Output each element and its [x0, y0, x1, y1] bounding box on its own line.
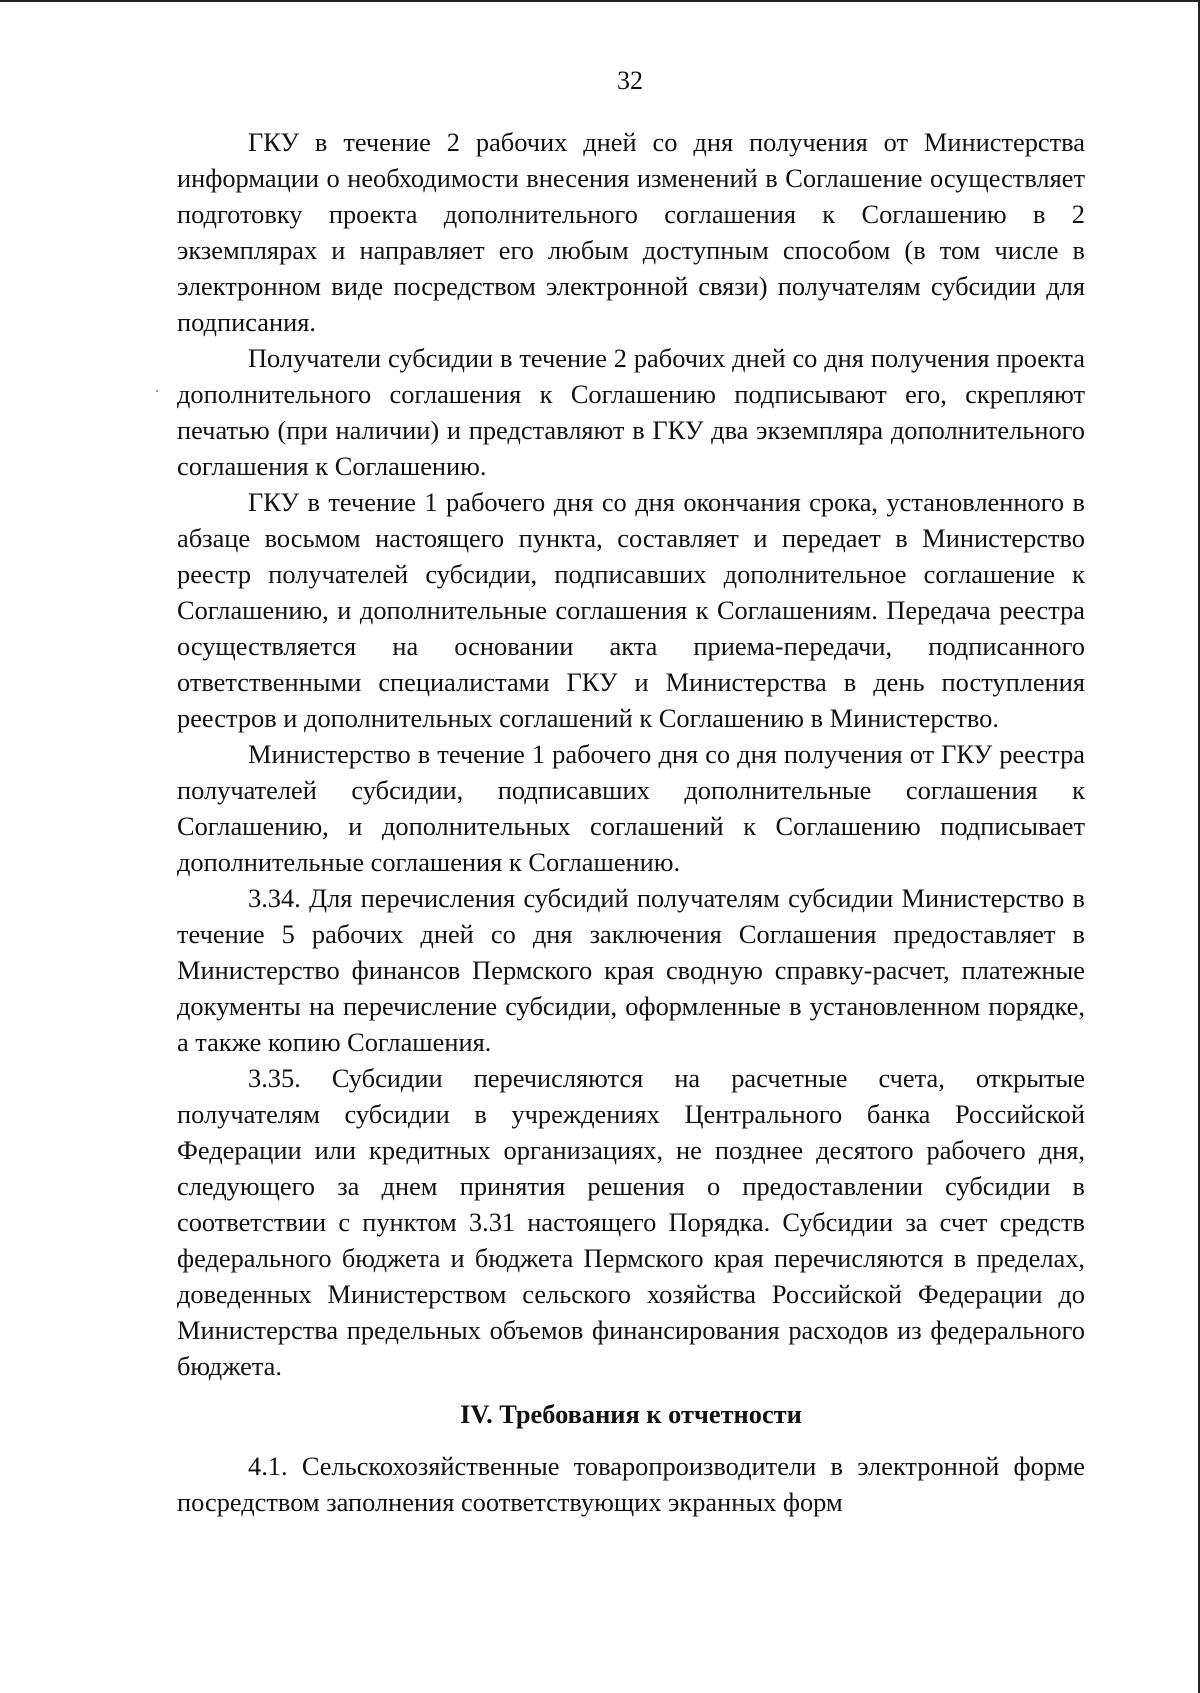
scan-speck — [156, 390, 158, 392]
scan-top-border — [0, 0, 1200, 2]
page-number: 32 — [617, 66, 643, 95]
paragraph: Министерство в течение 1 рабочего дня со дня получения от ГКУ реестра получателей субсидии, подписавших дополнительные соглашения к Соглашению, и дополнительных соглашений к Соглашению подписывает дополнительные соглашения к Соглашению. — [177, 739, 1085, 877]
paragraph: Получатели субсидии в течение 2 рабочих дней со дня получения проекта дополнительного соглашения к Соглашению подписывают его, скрепляют печатью (при наличии) и представляют в ГКУ два экземпляра дополнительного соглашения к Соглашению. — [177, 343, 1085, 481]
paragraph: ГКУ в течение 2 рабочих дней со дня получения от Министерства информации о необходимости внесения изменений в Соглашение осуществляет подготовку проекта дополнительного соглашения к Соглашению в 2 экземплярах и направляет его любым доступным способом (в том числе в электронном виде посредством электронной связи) получателям субсидии для подписания. — [177, 127, 1085, 337]
paragraph-3-34: 3.34. Для перечисления субсидий получателям субсидии Министерство в течение 5 рабочих дней со дня заключения Соглашения предоставляет в Министерство финансов Пермского края сводную справку-расчет, платежные документы на перечисление субсидии, оформленные в установленном порядке, а также копию Соглашения. — [177, 883, 1085, 1057]
section-heading: IV. Требования к отчетности — [460, 1399, 802, 1429]
paragraph-4-1: 4.1. Сельскохозяйственные товаропроизводители в электронной форме посредством заполнения соответствующих экранных форм — [177, 1451, 1085, 1517]
document-body — [177, 124, 1085, 1520]
paragraph: ГКУ в течение 1 рабочего дня со дня окончания срока, установленного в абзаце восьмом настоящего пункта, составляет и передает в Министерство реестр получателей субсидии, подписавших дополнительное соглашение к Соглашению, и дополнительные соглашения к Соглашениям. Передача реестра осуществляется на основании акта приема-передачи, подписанного ответственными специалистами ГКУ и Министерства в день поступления реестров и дополнительных соглашений к Соглашению в Министерство. — [177, 487, 1085, 733]
paragraph-3-35: 3.35. Субсидии перечисляются на расчетные счета, открытые получателям субсидии в учреждениях Центрального банка Российской Федерации или кредитных организациях, не позднее десятого рабочего дня, следующего за днем принятия решения о предоставлении субсидии в соответствии с пунктом 3.31 настоящего Порядка. Субсидии за счет средств федерального бюджета и бюджета Пермского края перечисляются в пределах, доведенных Министерством сельского хозяйства Российской Федерации до Министерства предельных объемов финансирования расходов из федерального бюджета. — [177, 1063, 1085, 1381]
